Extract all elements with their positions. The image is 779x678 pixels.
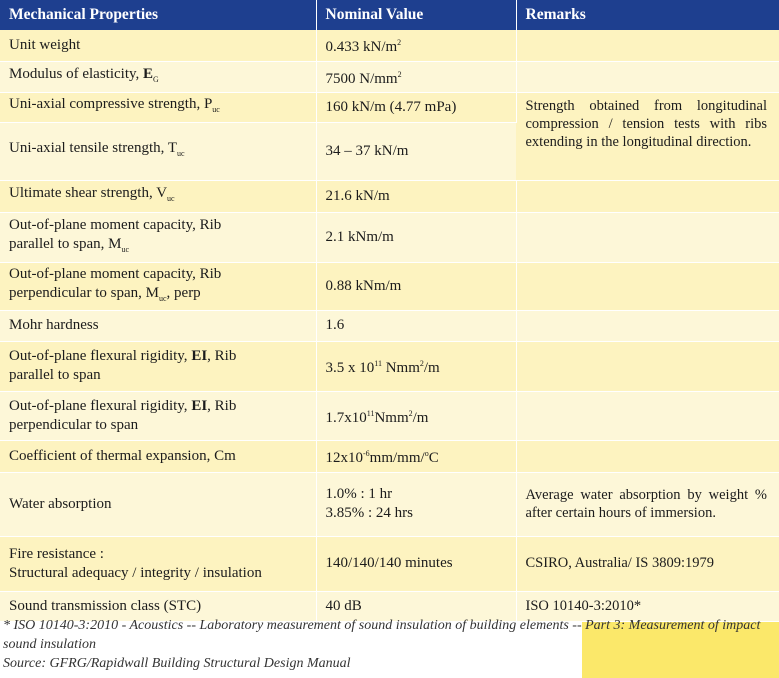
property-cell: Out-of-plane flexural rigidity, EI, Rib parallel to span xyxy=(0,341,316,391)
table-row xyxy=(0,180,779,212)
table-row xyxy=(0,440,779,472)
value-cell: 2.1 kNm/m xyxy=(316,212,516,262)
remark-cell xyxy=(516,212,779,262)
table-row xyxy=(0,536,779,591)
value-cell: $1.7x10^{11}Nmm^2/m$ xyxy=(316,391,516,440)
remark-cell xyxy=(516,341,779,391)
value-cell: 21.6 kN/m xyxy=(316,180,516,212)
value-cell: $12x10^{-6}mm/mm/^oC$ xyxy=(316,440,516,472)
value-cell: 0.433 $kN/m^2$ xyxy=(316,30,516,61)
header-nominal-value: Nominal Value xyxy=(316,0,516,30)
property-cell: Ultimate shear strength, $V_{uc}$ xyxy=(0,180,316,212)
remark-cell xyxy=(516,180,779,212)
property-cell: Water absorption xyxy=(0,472,316,536)
value-cell: 160 kN/m (4.77 mPa) xyxy=(316,92,516,122)
property-cell: Unit weight xyxy=(0,30,316,61)
strength-remark-cell: Strength obtained from longitudinal compression / tension tests with ribs extending in the longitudinal direction. xyxy=(516,92,779,180)
table-row xyxy=(0,262,779,310)
property-cell: Out-of-plane moment capacity, Rib parallel to span, $M_{uc}$ xyxy=(0,212,316,262)
property-cell: Out-of-plane moment capacity, Rib perpendicular to span, $M_{uc}$, perp xyxy=(0,262,316,310)
header-mechanical-properties: Mechanical Properties xyxy=(0,0,316,30)
remark-cell: CSIRO, Australia/ IS 3809:1979 xyxy=(516,536,779,591)
property-cell: Modulus of elasticity, $E_G$ xyxy=(0,61,316,92)
remark-cell xyxy=(516,262,779,310)
value-cell: 0.88 kNm/m xyxy=(316,262,516,310)
value-cell: 3.5 x $10^{11}$ Nmm$^2$/m xyxy=(316,341,516,391)
remark-cell xyxy=(516,391,779,440)
property-cell: Fire resistance : Structural adequacy / integrity / insulation xyxy=(0,536,316,591)
value-cell: 34 – 37 kN/m xyxy=(316,122,516,180)
table-row xyxy=(0,472,779,536)
table-row xyxy=(0,341,779,391)
remark-cell xyxy=(516,61,779,92)
table-header-row xyxy=(0,0,779,30)
value-cell: 140/140/140 minutes xyxy=(316,536,516,591)
remark-cell: Average water absorption by weight % after certain hours of immersion. xyxy=(516,472,779,536)
table-row xyxy=(0,92,779,122)
value-cell: 7500 $N/mm^2$ xyxy=(316,61,516,92)
property-cell: Sound transmission class (STC) xyxy=(0,591,316,621)
table-row xyxy=(0,212,779,262)
property-cell: Uni-axial tensile strength, $T_{uc}$ xyxy=(0,122,316,180)
remark-cell xyxy=(516,30,779,61)
table-row xyxy=(0,310,779,341)
property-cell: Mohr hardness xyxy=(0,310,316,341)
property-cell: Uni-axial compressive strength, $P_{uc}$ xyxy=(0,92,316,122)
table-row xyxy=(0,30,779,61)
value-cell: 1.6 xyxy=(316,310,516,341)
table-row xyxy=(0,391,779,440)
remark-cell xyxy=(516,440,779,472)
table-row xyxy=(0,61,779,92)
property-cell: Coefficient of thermal expansion, Cm xyxy=(0,440,316,472)
remark-cell xyxy=(516,310,779,341)
source-note: Source: GFRG/Rapidwall Building Structural Design Manual xyxy=(3,656,351,671)
table-notes xyxy=(3,616,775,673)
property-cell: Out-of-plane flexural rigidity, EI, Rib perpendicular to span xyxy=(0,391,316,440)
header-remarks: Remarks xyxy=(516,0,779,30)
value-cell: 1.0% : 1 hr 3.85% : 24 hrs xyxy=(316,472,516,536)
value-cell: 40 dB xyxy=(316,591,516,621)
footnote: * ISO 10140-3:2010 - Acoustics -- Laboratory measurement of sound insulation of building elements -- Part 3: Measurement of impact sound insulation xyxy=(3,618,761,652)
remark-cell: ISO 10140-3:2010* xyxy=(516,591,779,621)
